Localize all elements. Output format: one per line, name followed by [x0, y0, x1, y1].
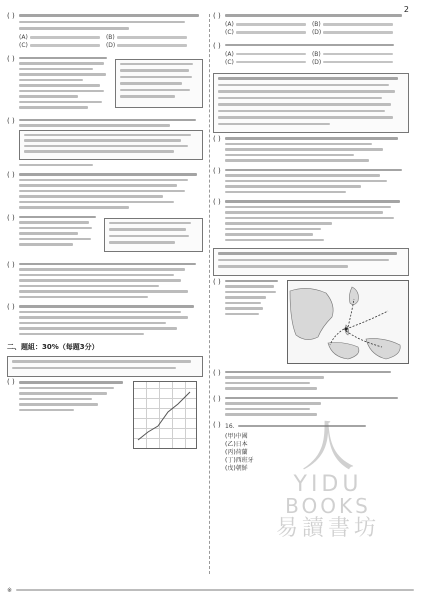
answer-blank: ( ) [213, 394, 221, 403]
watermark-logo-glyph: 人 [301, 415, 355, 478]
footer-marker: ※ [7, 586, 13, 594]
reading-passage-box [213, 73, 409, 133]
answer-blank: ( ) [7, 171, 15, 179]
question-block [7, 356, 203, 449]
question-block [213, 14, 409, 37]
map-drawing [288, 281, 408, 363]
left-column [7, 14, 203, 456]
question-block [7, 116, 203, 167]
answer-option: (D) [312, 58, 393, 66]
question-block [7, 14, 203, 50]
question-block [7, 54, 203, 112]
option-table [19, 130, 203, 160]
column-divider [209, 14, 210, 574]
dialogue-box [104, 218, 203, 252]
question-16-options [225, 433, 409, 473]
question-block [213, 41, 409, 67]
answer-option: (A) [225, 50, 306, 58]
answer-option: (A) [19, 34, 100, 42]
quote-box [115, 59, 203, 108]
page-number: 2 [403, 5, 409, 14]
chart-figure [133, 381, 197, 449]
answer-blank: ( ) [213, 277, 221, 286]
answer-option: (C) [225, 29, 306, 37]
answer-blank: ( ) [7, 303, 15, 311]
answer-option: (甲)中國 [225, 432, 248, 440]
answer-option: (D) [106, 42, 187, 50]
answer-blank: ( ) [213, 12, 221, 20]
footer-text-line [16, 589, 414, 592]
question-block [213, 277, 409, 364]
watermark-line-3: 易讀書坊 [275, 516, 380, 541]
answer-blank: ( ) [7, 54, 15, 63]
question-block [7, 213, 203, 256]
question-16 [213, 420, 409, 473]
section-heading: 二、題組：30%（每題3分） [7, 343, 99, 351]
answer-blank: ( ) [213, 368, 221, 377]
question-block [7, 305, 203, 335]
answer-blank: ( ) [213, 420, 221, 429]
copyright-footer [7, 586, 414, 594]
answer-blank: ( ) [213, 198, 221, 206]
answer-option: (C) [19, 42, 100, 50]
watermark-line-1: YIDU [293, 472, 363, 497]
question-block [213, 166, 409, 194]
answer-blank: ( ) [7, 116, 15, 125]
question-block [7, 173, 203, 209]
question-block [213, 368, 409, 390]
question-block [213, 200, 409, 241]
answer-option: (D) [312, 29, 393, 37]
group-intro-box [213, 248, 409, 276]
question-block [7, 260, 203, 299]
answer-option: (丙)荷蘭 [225, 448, 248, 456]
answer-option: (乙)日本 [225, 440, 248, 448]
answer-blank: ( ) [7, 12, 15, 20]
question-16-number: 16. [225, 422, 235, 430]
answer-blank: ( ) [7, 378, 15, 386]
answer-option: (B) [312, 50, 393, 58]
answer-option: (B) [312, 21, 393, 29]
group-intro-box [7, 356, 203, 377]
answer-option: (B) [106, 34, 187, 42]
answer-blank: ( ) [7, 213, 15, 222]
answer-blank: ( ) [7, 260, 15, 269]
watermark-line-2: BOOKS [285, 494, 371, 518]
question-block [213, 137, 409, 162]
answer-option: (戊)朝鮮 [225, 464, 248, 472]
answer-blank: ( ) [213, 135, 221, 143]
trade-route-map [287, 280, 409, 364]
answer-blank: ( ) [213, 166, 221, 175]
figure-curve [134, 382, 196, 448]
answer-blank: ( ) [213, 41, 221, 50]
answer-option: (A) [225, 21, 306, 29]
right-column [213, 14, 409, 480]
answer-option: (C) [225, 58, 306, 66]
answer-option: (丁)西班牙 [225, 456, 254, 464]
question-block [213, 394, 409, 416]
